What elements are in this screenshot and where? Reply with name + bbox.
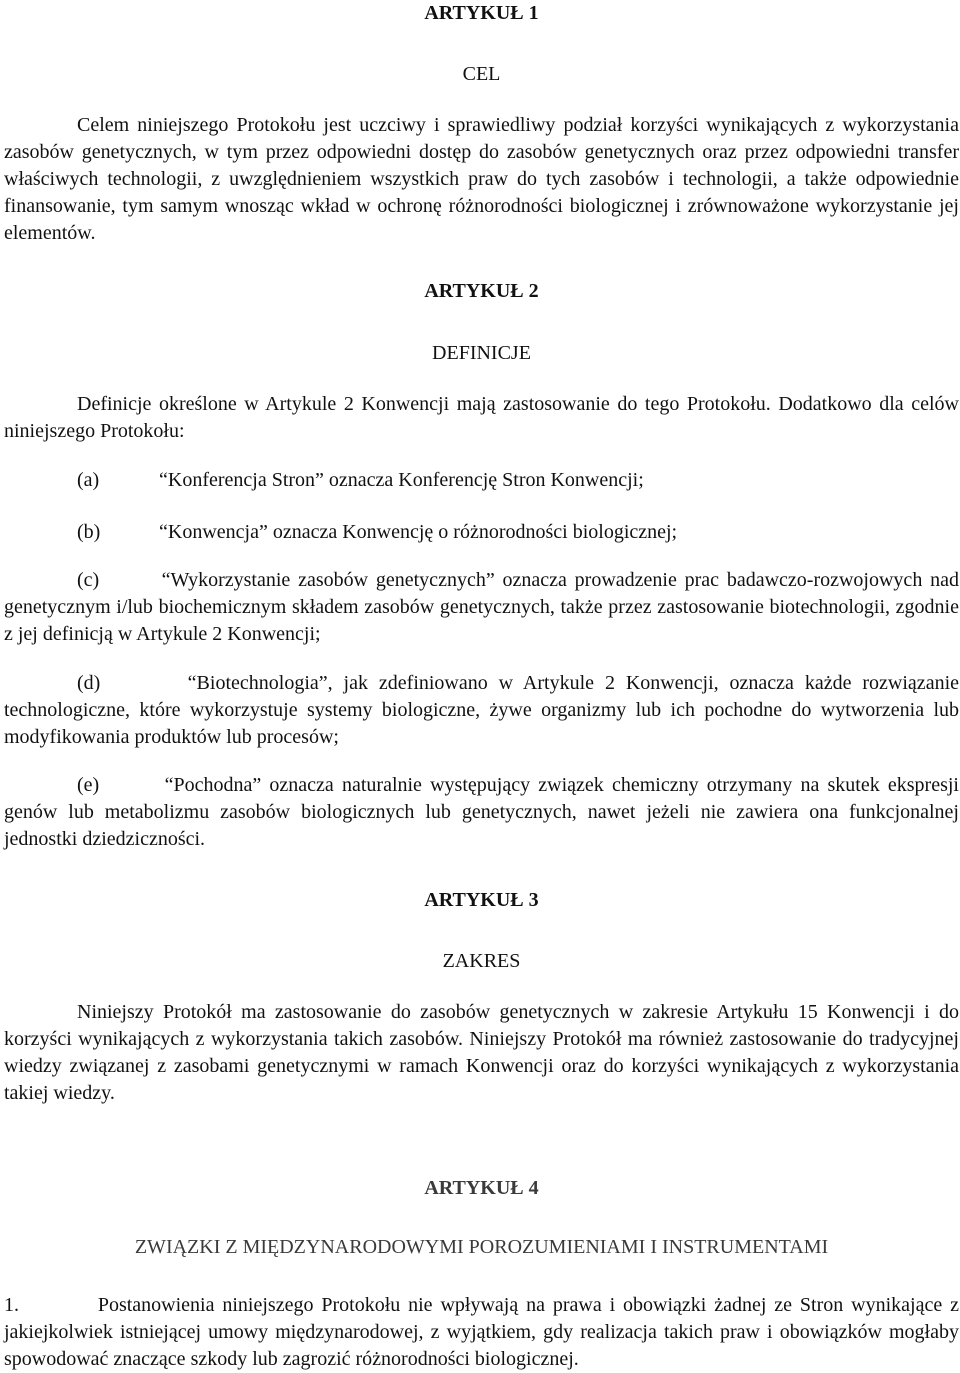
definition-item-e: (e) “Pochodna” oznacza naturalnie występujący związek chemiczny otrzymany na skutek ekspresji genów lub metabolizmu zasobów biologicznych lub genetycznych, nawet jeżeli nie zawiera ona funkcjonalnej jednostki dziedziczności.: [4, 774, 959, 850]
definition-item-c: (c) “Wykorzystanie zasobów genetycznych” oznacza prowadzenie prac badawczo-rozwojowych nad genetycznym i/lub biochemicznym składem zasobów genetycznych, także przez zastosowanie biotechnologii, zgodnie z jej definicją w Artykule 2 Konwencji;: [4, 569, 959, 645]
article-4-title: ARTYKUŁ 4: [424, 1177, 539, 1199]
definition-text: “Konwencja” oznacza Konwencję o różnorodności biologicznej;: [159, 521, 678, 543]
definition-letter: (a): [77, 469, 100, 491]
definition-text: “Konferencja Stron” oznacza Konferencję Stron Konwencji;: [159, 469, 644, 491]
definition-item-a: [4, 467, 959, 494]
definition-item-d: (d) “Biotechnologia”, jak zdefiniowano w Artykule 2 Konwencji, oznacza każde rozwiązanie technologiczne, które wykorzystuje systemy biologiczne, żywe organizmy lub ich pochodne do wytworzenia lub modyfikowania produktów lub procesów;: [4, 672, 959, 748]
definition-letter: (b): [77, 521, 101, 543]
article-2-title: ARTYKUŁ 2: [424, 280, 539, 302]
article-1-subtitle: CEL: [462, 63, 501, 85]
article-3-body: Niniejszy Protokół ma zastosowanie do zasobów genetycznych w zakresie Artykułu 15 Konwencji i do korzyści wynikających z wykorzystania takich zasobów. Niniejszy Protokół ma również zastosowanie do tradycyjnej wiedzy związanej z zasobami genetycznymi w ramach Konwencji oraz do korzyści wynikających z wykorzystania takiej wiedzy.: [4, 1001, 959, 1104]
definition-item-b: [4, 519, 959, 546]
article-4-subtitle: ZWIĄZKI Z MIĘDZYNARODOWYMI POROZUMIENIAMI I INSTRUMENTAMI: [134, 1236, 829, 1258]
article-1-body: Celem niniejszego Protokołu jest uczciwy i sprawiedliwy podział korzyści wynikających z wykorzystania zasobów genetycznych, w tym przez odpowiedni dostęp do zasobów genetycznych oraz przez odpowiedni transfer właściwych technologii, z uwzględnieniem wszystkich praw do tych zasobów i technologii, a także odpowiednie finansowanie, tym samym wnosząc wkład w ochronę różnorodności biologicznej i zrównoważone wykorzystanie jej elementów.: [4, 114, 959, 244]
article-3-title: ARTYKUŁ 3: [424, 889, 539, 911]
article-2-intro: Definicje określone w Artykule 2 Konwencji mają zastosowanie do tego Protokołu. Dodatkowo dla celów niniejszego Protokołu:: [4, 393, 959, 442]
article-2-subtitle: DEFINICJE: [432, 342, 531, 364]
article-4-paragraph-1: 1. Postanowienia niniejszego Protokołu nie wpływają na prawa i obowiązki żadnej ze Stron wynikające z jakiejkolwiek istniejącej umowy międzynarodowej, z wyjątkiem, gdy realizacja takich praw i obowiązków mogłaby spowodować znaczące szkody lub zagrozić różnorodności biologicznej.: [4, 1294, 959, 1370]
article-3-subtitle: ZAKRES: [442, 950, 521, 972]
article-1-title: ARTYKUŁ 1: [424, 2, 539, 24]
